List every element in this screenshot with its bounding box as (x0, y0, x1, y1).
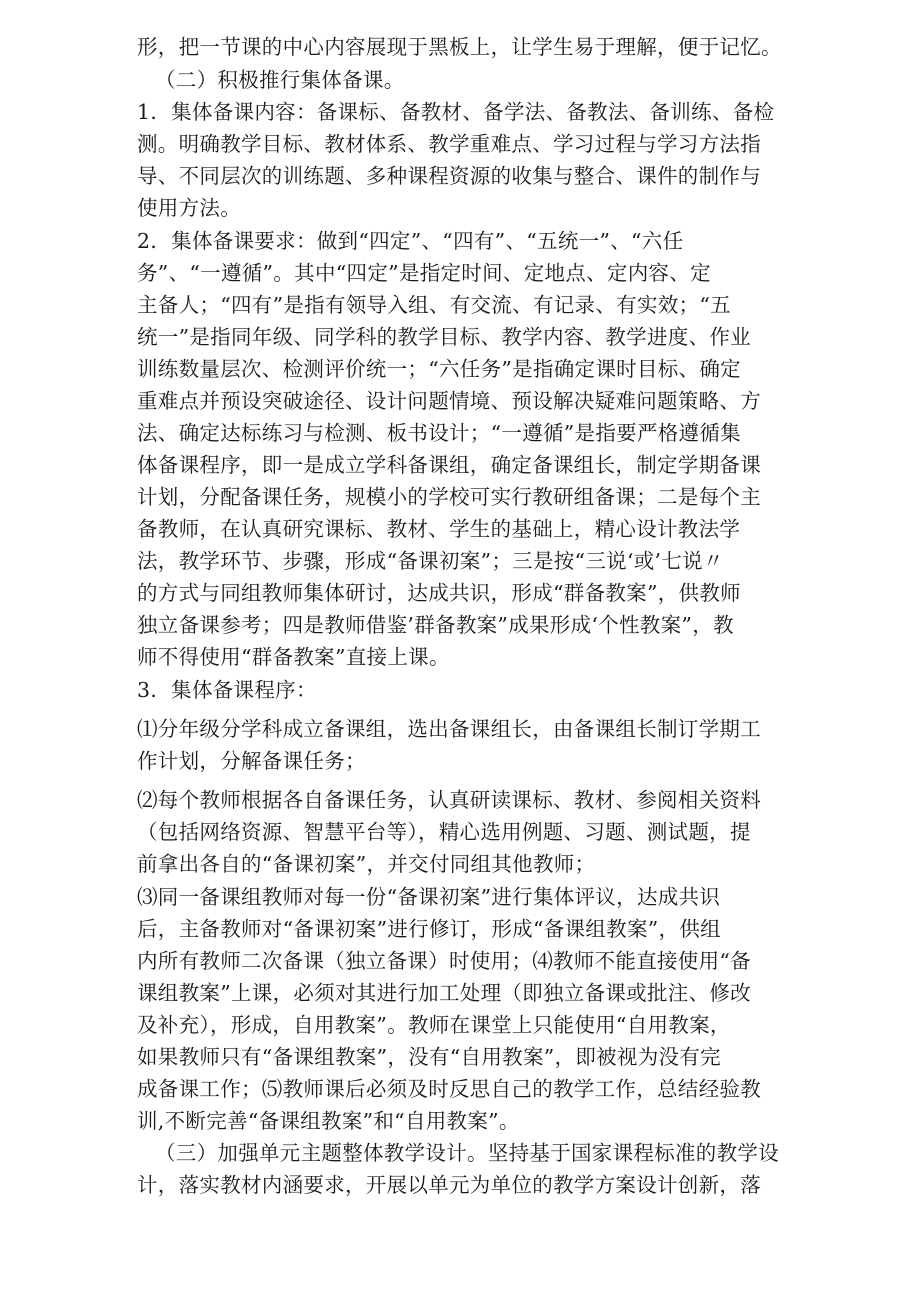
text-line: 法，教学环节、步骤，形成“备课初案”；三是按“三说‘或’七说〃 (137, 549, 724, 573)
text-line: 课组教案”上课，必须对其进行加工处理（即独立备课或批注、修改 (137, 981, 751, 1005)
text-line: 计划，分配备课任务，规模小的学校可实行教研组备课；二是每个主 (137, 485, 761, 509)
text-line: 训练数量层次、检测评价统一；“六任务”是指确定课时目标、确定 (137, 357, 741, 381)
text-line: ⑵每个教师根据各自备课任务，认真研读课标、教材、参阅相关资料 (137, 788, 761, 812)
text-line: 备教师，在认真研究课标、教材、学生的基础上，精心设计教法学 (137, 517, 741, 541)
text-line: 如果教师只有“备课组教案”，没有“自用教案”，即被视为没有完 (137, 1045, 721, 1069)
text-line: 法、确定达标练习与检测、板书设计；“一遵循”是指要严格遵循集 (137, 421, 741, 445)
text-line: 体备课程序，即一是成立学科备课组，确定备课组长，制定学期备课 (137, 453, 761, 477)
text-line: 独立备课参考；四是教师借鉴’群备教案”成果形成‘个性教案”，教 (137, 613, 734, 637)
text-line: 的方式与同组教师集体研讨，达成共识，形成“群备教案”，供教师 (137, 581, 741, 605)
text-line: 2．集体备课要求：做到“四定”、“四有”、“五统一”、“六任 (137, 229, 684, 253)
text-line: 后，主备教师对“备课初案”进行修订，形成“备课组教案”，供组 (137, 917, 721, 941)
text-line: 成备课工作；⑸教师课后必须及时反思自己的教学工作，总结经验教 (137, 1077, 761, 1101)
text-line: 使用方法。 (137, 196, 241, 220)
text-line: 重难点并预设突破途径、设计问题情境、预设解决疑难问题策略、方 (137, 389, 761, 413)
section-heading: （二）积极推行集体备课。 (155, 68, 405, 92)
text-line: 训,不断完善“备课组教案”和“自用教案”。 (137, 1109, 520, 1133)
text-line: 内所有教师二次备课（独立备课）时使用；⑷教师不能直接使用“备 (137, 949, 751, 973)
text-line: 务”、“一遵循”。其中“四定”是指定时间、定地点、定内容、定 (137, 261, 711, 285)
text-line: 3．集体备课程序： (137, 678, 317, 702)
text-line: 1．集体备课内容：备课标、备教材、备学法、备教法、备训练、备检 (137, 100, 775, 124)
text-line: （包括网络资源、智慧平台等），精心选用例题、习题、测试题，提 (137, 820, 751, 844)
text-line: 前拿出各自的“备课初案”，并交付同组其他教师； (137, 852, 596, 876)
text-line: 统一”是指同年级、同学科的教学目标、教学内容、教学进度、作业 (137, 325, 751, 349)
section-heading: （三）加强单元主题整体教学设计。坚持基于国家课程标准的教学设 (155, 1141, 779, 1165)
text-line: 计，落实教材内涵要求，开展以单元为单位的教学方案设计创新，落 (137, 1173, 761, 1197)
text-line: 形，把一节课的中心内容展现于黑板上，让学生易于理解，便于记忆。 (137, 35, 782, 59)
text-line: 导、不同层次的训练题、多种课程资源的收集与整合、课件的制作与 (137, 164, 761, 188)
text-line: 测。明确教学目标、教材体系、教学重难点、学习过程与学习方法指 (137, 132, 761, 156)
text-line: 及补充），形成，自用教案”。教师在课堂上只能使用“自用教案， (137, 1013, 731, 1037)
text-line: ⑶同一备课组教师对每一份“备课初案”进行集体评议，达成共识 (137, 885, 721, 909)
text-line: 师不得使用“群备教案”直接上课。 (137, 645, 450, 669)
text-line: 主备人；“四有”是指有领导入组、有交流、有记录、有实效；“五 (137, 293, 731, 317)
text-line: ⑴分年级分学科成立备课组，选出备课组长，由备课组长制订学期工 (137, 717, 761, 741)
text-line: 作计划，分解备课任务； (137, 749, 366, 773)
